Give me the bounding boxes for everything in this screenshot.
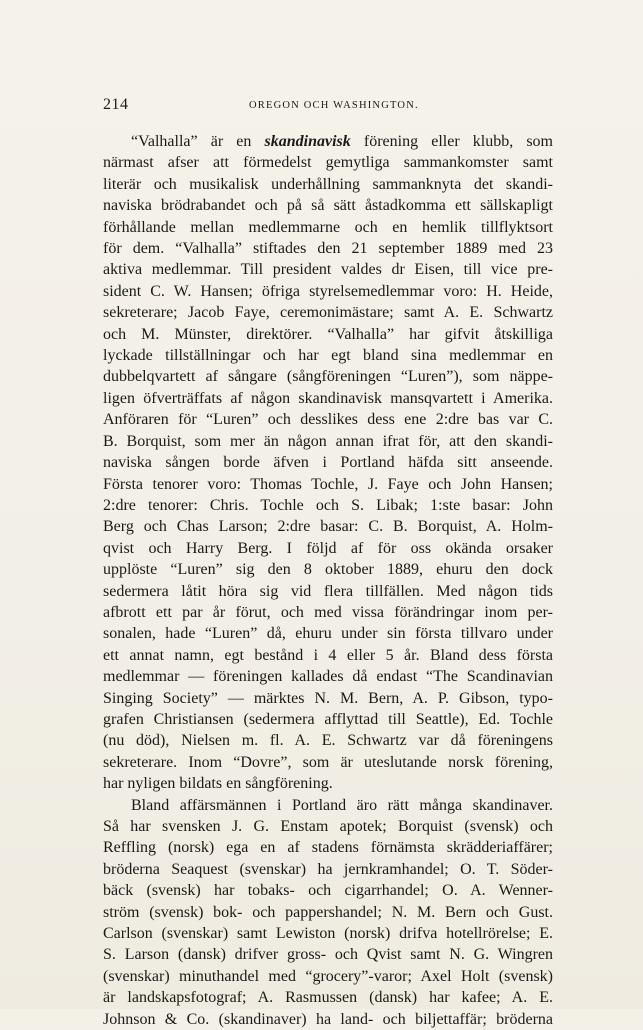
text-line: afbrott ett par år förut, och med vissa förändringar inom per- (103, 603, 553, 621)
text-line: 2:dre tenorer: Chris. Tochle och S. Libak; 1:ste basar: John (103, 496, 553, 514)
text-line: sekreterare; Jacob Faye, ceremonimästare; samt A. E. Schwartz (103, 304, 553, 322)
text-line: sekreterare. Inom “Dovre”, som är uteslutande norsk förening, (103, 753, 553, 771)
text-line: upplöste “Luren” sig den 8 oktober 1889, ehuru den dock (103, 561, 553, 579)
text-line: sident C. W. Hansen; öfriga styrelsemedlemmar voro: H. Heide, (103, 282, 553, 300)
text-line: Reffling (norsk) ega en af stadens förnämsta skrädderiaffärer; (103, 839, 553, 857)
text-line: förhållande mellan medlemmarne och en hemlik tillflyktsort (103, 218, 553, 236)
text-line: Första tenorer voro: Thomas Tochle, J. Faye och John Hansen; (103, 475, 553, 493)
emphasized-word: skandinavisk (264, 133, 351, 150)
text-line: Singing Society” — märktes N. M. Bern, A. P. Gibson, typo- (103, 689, 553, 707)
page-number: 214 (103, 96, 129, 113)
text-line: närmast afser att förmedelst gemytliga sammankomster samt (103, 154, 553, 172)
text-line: aktiva medlemmar. Till president valdes dr Eisen, till vice pre- (103, 261, 553, 279)
text-line: sonalen, hade “Luren” då, ehuru under sin första tillvaro under (103, 625, 553, 643)
text-line: sedermera låtit höra sig vid flera tillfällen. Med någon tids (103, 582, 553, 600)
text-line: ligen öfverträffats af någon skandinavisk mansqvartett i Amerika. (103, 389, 553, 407)
text-line: grafen Christiansen (sedermera afflyttad till Seattle), Ed. Tochle (103, 710, 553, 728)
text-line: och M. Münster, direktörer. “Valhalla” har gifvit åtskilliga (103, 325, 553, 343)
running-title: OREGON OCH WASHINGTON. (249, 100, 419, 111)
text-line: naviska brödrabandet och på så sätt åstadkomma ett sällskapligt (103, 197, 553, 215)
text-line: Carlson (svenskar) samt Lewiston (norsk) drifva hotellrörelse; E. (103, 925, 553, 943)
running-head (103, 96, 553, 118)
text-line: ett annat namn, egt bestånd i 4 eller 5 år. Bland dess första (103, 646, 553, 664)
text-line: Berg och Chas Larson; 2:dre basar: C. B. Borquist, A. Holm- (103, 518, 553, 536)
text-line: literär och musikalisk underhållning sammanknyta det skandi- (103, 175, 553, 193)
text-line: lyckade tillställningar och har egt bland sina medlemmar en (103, 347, 553, 365)
text-line: Så har svensken J. G. Enstam apotek; Borquist (svensk) och (103, 818, 553, 835)
text-line: Johnson & Co. (skandinaver) ha land- och biljettaffär; bröderna (103, 1010, 553, 1028)
text-line: Anföraren för “Luren” och desslikes dess ene 2:dre bas var C. (103, 411, 553, 429)
text-line: (svenskar) minuthandel med “grocery”-varor; Axel Holt (svensk) (103, 967, 553, 985)
text-line: är landskapsfotograf; A. Rasmussen (dansk) har kafee; A. E. (103, 989, 553, 1007)
text-line: qvist och Harry Berg. I följd af för oss okända orsaker (103, 539, 553, 557)
text-line: för dem. “Valhalla” stiftades den 21 september 1889 med 23 (103, 240, 553, 258)
text-line: ström (svensk) bok- och pappershandel; N. M. Bern och Gust. (103, 903, 553, 921)
text-line: bäck (svensk) har tobaks- och cigarrhandel; O. A. Wenner- (103, 882, 553, 900)
text-line: medlemmar — föreningen kallades då endast “The Scandinavian (103, 668, 553, 686)
text-line: bröderna Seaquest (svenskar) ha jernkramhandel; O. T. Söder- (103, 860, 553, 878)
body-text (103, 131, 553, 1030)
text-line: naviska sången borde äfven i Portland häfda sitt anseende. (103, 454, 553, 472)
text-line-part: “Valhalla” är en skandinavisk förening eller klubb, som (131, 133, 553, 150)
text-line: (nu död), Nielsen m. fl. A. E. Schwartz var då föreningens (103, 732, 553, 750)
text-line: B. Borquist, som mer än någon annan ifrat för, att den skandi- (103, 432, 553, 450)
text-line: S. Larson (dansk) drifver gross- och Qvist samt N. G. Wingren (103, 946, 553, 964)
text-line (103, 131, 553, 152)
text-line: dubbelqvartett af sångare (sångföreningen “Luren”), som näppe- (103, 368, 553, 386)
text-line: Bland affärsmännen i Portland äro rätt många skandinaver. (131, 796, 553, 814)
text-line: har nyligen bildats en sångförening. (103, 775, 333, 793)
